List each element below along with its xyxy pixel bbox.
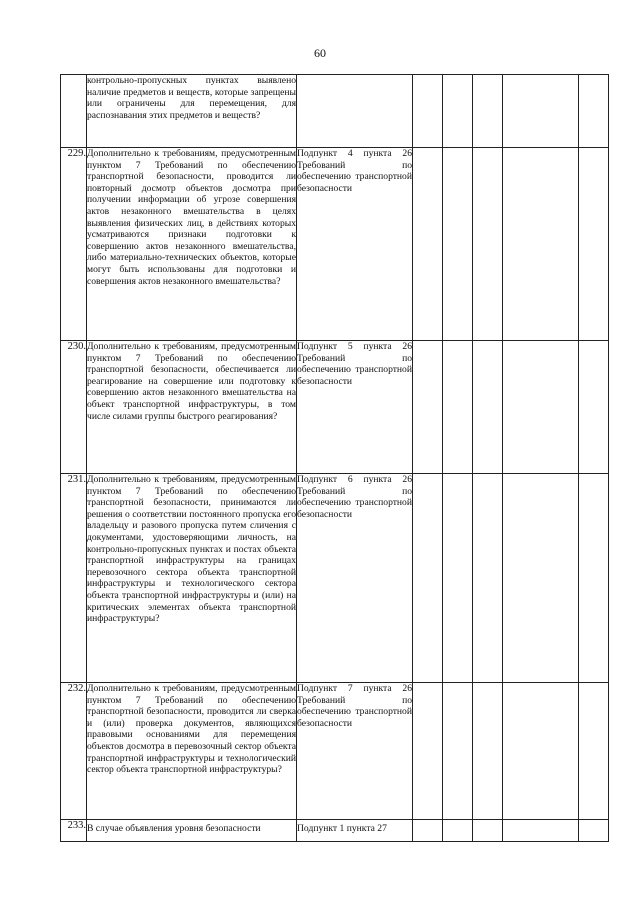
row-number: 233. — [61, 820, 87, 842]
table-row — [61, 474, 609, 683]
row-number: 231. — [61, 474, 87, 683]
extra-cell — [579, 683, 609, 820]
no-cell — [443, 474, 473, 683]
reference-cell — [297, 820, 413, 842]
question-cell — [87, 683, 297, 820]
question-text: В случае объявления уровня безопасности — [87, 823, 261, 834]
table-row — [61, 683, 609, 820]
reference-cell — [297, 683, 413, 820]
checklist-table — [60, 74, 609, 842]
row-number — [61, 75, 87, 148]
comment-cell — [503, 683, 579, 820]
page-number: 60 — [314, 46, 326, 60]
not-applicable-cell — [473, 820, 503, 842]
reference-cell — [297, 75, 413, 148]
table-row — [61, 148, 609, 341]
reference-text: Подпункт 6 пункта 26 Требований по обеспечению транспортной безопасности — [297, 474, 412, 520]
question-cell — [87, 820, 297, 842]
extra-cell — [579, 341, 609, 474]
yes-cell — [413, 820, 443, 842]
table-row — [61, 75, 609, 148]
row-number: 232. — [61, 683, 87, 820]
not-applicable-cell — [473, 341, 503, 474]
yes-cell — [413, 341, 443, 474]
question-text: Дополнительно к требованиям, предусмотренным пунктом 7 Требований по обеспечению транспортной безопасности, принимаются ли решения о соответствии постоянного пропуска его владельцу и разового пропуска путем сличения с документами, удостоверяющими личность, на контрольно-пропускных пунктах и постах объекта транспортной инфраструктуры на границах перевозочного сектора объекта транспортной инфраструктуры и технологического сектора объекта транспортной инфраструктуры и (или) на критических элементах объекта транспортной инфраструктуры? — [87, 474, 296, 625]
no-cell — [443, 75, 473, 148]
not-applicable-cell — [473, 75, 503, 148]
comment-cell — [503, 341, 579, 474]
no-cell — [443, 683, 473, 820]
table-row — [61, 341, 609, 474]
reference-cell — [297, 341, 413, 474]
question-text: Дополнительно к требованиям, предусмотренным пунктом 7 Требований по обеспечению транспортной безопасности, обеспечивается ли реагирование на совершение или подготовку к совершению актов незаконного вмешательства на объект транспортной инфраструктуры, в том числе силами группы быстрого реагирования? — [87, 341, 296, 422]
yes-cell — [413, 474, 443, 683]
reference-text: Подпункт 7 пункта 26 Требований по обеспечению транспортной безопасности — [297, 683, 412, 729]
question-cell — [87, 341, 297, 474]
yes-cell — [413, 683, 443, 820]
not-applicable-cell — [473, 683, 503, 820]
not-applicable-cell — [473, 148, 503, 341]
comment-cell — [503, 474, 579, 683]
question-cell — [87, 75, 297, 148]
extra-cell — [579, 820, 609, 842]
question-text: Дополнительно к требованиям, предусмотренным пунктом 7 Требований по обеспечению транспортной безопасности, проводится ли повторный досмотр объектов досмотра при получении информации об угрозе совершения актов незаконного вмешательства в целях выявления физических лиц, в действиях которых усматриваются признаки подготовки к совершению актов незаконного вмешательства, либо материально-технических объектов, которые могут быть использованы для подготовки и совершения актов незаконного вмешательства? — [87, 148, 296, 287]
reference-text: Подпункт 4 пункта 26 Требований по обеспечению транспортной безопасности — [297, 148, 412, 194]
yes-cell — [413, 148, 443, 341]
question-text: контрольно-пропускных пунктах выявлено наличие предметов и веществ, которые запрещены или ограничены для перемещения, для распознавания этих предметов и веществ? — [87, 75, 296, 121]
reference-cell — [297, 148, 413, 341]
extra-cell — [579, 474, 609, 683]
no-cell — [443, 341, 473, 474]
reference-text: Подпункт 1 пункта 27 — [297, 823, 387, 834]
reference-text: Подпункт 5 пункта 26 Требований по обеспечению транспортной безопасности — [297, 341, 412, 387]
comment-cell — [503, 820, 579, 842]
table-row — [61, 820, 609, 842]
extra-cell — [579, 75, 609, 148]
comment-cell — [503, 75, 579, 148]
no-cell — [443, 148, 473, 341]
comment-cell — [503, 148, 579, 341]
row-number: 229. — [61, 148, 87, 341]
question-cell — [87, 148, 297, 341]
not-applicable-cell — [473, 474, 503, 683]
extra-cell — [579, 148, 609, 341]
row-number: 230. — [61, 341, 87, 474]
no-cell — [443, 820, 473, 842]
question-text: Дополнительно к требованиям, предусмотренным пунктом 7 Требований по обеспечению транспортной безопасности, проводится ли сверка и (или) проверка документов, являющихся правовыми основаниями для перемещения объектов досмотра в перевозочный сектор объекта транспортной инфраструктуры и технологический сектор объекта транспортной инфраструктуры? — [87, 683, 296, 776]
question-cell — [87, 474, 297, 683]
reference-cell — [297, 474, 413, 683]
yes-cell — [413, 75, 443, 148]
